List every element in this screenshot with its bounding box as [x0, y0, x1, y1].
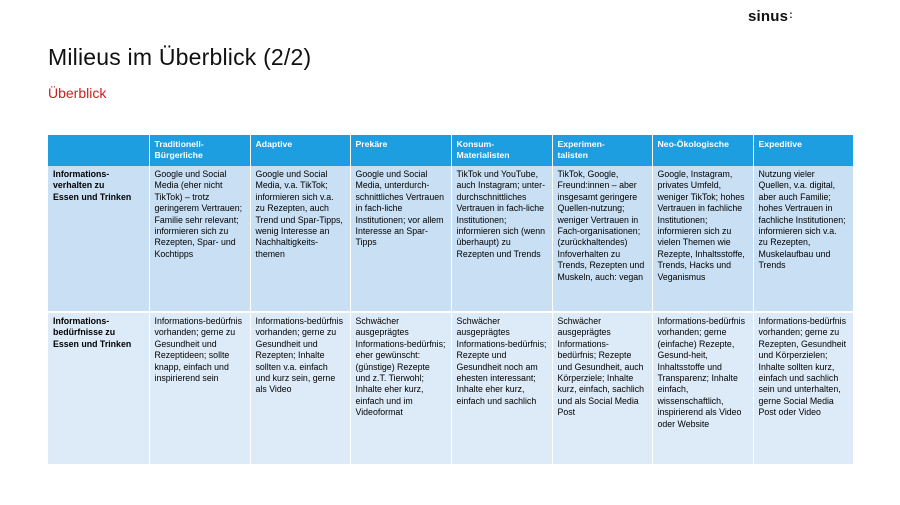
table-cell: TikTok, Google, Freund:innen – aber insgesamt geringere Quellen-nutzung; weniger Vertrauen in Fach-organisationen; (zurückhaltendes) Infoverhalten zu Trends, Rezepten und Muskeln, auch: vegan	[552, 166, 652, 312]
column-header: Traditionell- Bürgerliche	[149, 135, 250, 166]
milieu-table	[48, 135, 854, 464]
table-cell: Google und Social Media, unterdurch-schnittliches Vertrauen in fach-liche Institutionen; vor allem Interesse an Spar-Tipps	[350, 166, 451, 312]
column-header: Prekäre	[350, 135, 451, 166]
table-cell: Informations-bedürfnis vorhanden; gerne zu Rezepten, Gesundheit und Körperzielen; Inhalte sollten kurz, einfach und sachlich sein und unterhalten, gerne Social Media Post oder Video	[753, 312, 853, 464]
table-row	[48, 312, 853, 464]
table-cell: Google und Social Media (eher nicht TikTok) – trotz geringerem Vertrauen; Familie sehr relevant; informieren sich zu Rezepten, Spar- und Kochtipps	[149, 166, 250, 312]
column-header: Adaptive	[250, 135, 350, 166]
table-cell: Google, Instagram, privates Umfeld, weniger TikTok; hohes Vertrauen in fachliche Institutionen; informieren sich zu vielen Themen wie Rezepte, Inhaltsstoffe, Trends, Hacks und Veganismus	[652, 166, 753, 312]
table-cell: Informations-bedürfnis vorhanden; gerne (einfache) Rezepte, Gesund-heit, Inhaltsstoffe und Transparenz; Inhalte einfach, wissenschaftlich, inspirierend als Video oder Website	[652, 312, 753, 464]
table-cell: TikTok und YouTube, auch Instagram; unter-durchschnittliches Vertrauen in fach-liche Institutionen; informieren sich (wenn überhaupt) zu Rezepten und Trends	[451, 166, 552, 312]
column-header: Neo-Ökologische	[652, 135, 753, 166]
table-row	[48, 166, 853, 312]
column-header: Expeditive	[753, 135, 853, 166]
table-cell: Informations-bedürfnis vorhanden; gerne zu Gesundheit und Rezepten; Inhalte sollten v.a. einfach und kurz sein, gerne als Video	[250, 312, 350, 464]
column-header: Experimen- talisten	[552, 135, 652, 166]
table-header-row	[48, 135, 853, 166]
table-cell: Schwächer ausgeprägtes Informations-bedürfnis; eher gewünscht: (günstige) Rezepte und z.T. Tierwohl; Inhalte eher kurz, einfach und im Videoformat	[350, 312, 451, 464]
table-cell: Google und Social Media, v.a. TikTok; informieren sich v.a. zu Rezepten, auch Trend und Spar-Tipps, wenig Interesse an Nachhaltigkeits-themen	[250, 166, 350, 312]
page-title: Milieus im Überblick (2/2)	[48, 44, 312, 70]
sinus-logo: sinus:	[748, 8, 793, 25]
column-header: Konsum- Materialisten	[451, 135, 552, 166]
header-corner-cell	[48, 135, 149, 166]
row-label: Informations- verhalten zu Essen und Trinken	[48, 166, 149, 312]
table-cell: Schwächer ausgeprägtes Informations-bedürfnis; Rezepte und Gesundheit, auch Körperziele; Inhalte kurz, einfach, sachlich und als Social Media Post	[552, 312, 652, 464]
page-subtitle: Überblick	[48, 85, 107, 101]
row-label: Informations- bedürfnisse zu Essen und Trinken	[48, 312, 149, 464]
table-cell: Informations-bedürfnis vorhanden; gerne zu Gesundheit und Rezeptideen; sollte knapp, einfach und inspirierend sein	[149, 312, 250, 464]
table-cell: Nutzung vieler Quellen, v.a. digital, aber auch Familie; hohes Vertrauen in fachliche Institutionen; informieren sich v.a. zu Rezepten, Muskelaufbau und Trends	[753, 166, 853, 312]
table-cell: Schwächer ausgeprägtes Informations-bedürfnis; Rezepte und Gesundheit noch am ehesten interessant; Inhalte eher kurz, einfach und sachlich	[451, 312, 552, 464]
